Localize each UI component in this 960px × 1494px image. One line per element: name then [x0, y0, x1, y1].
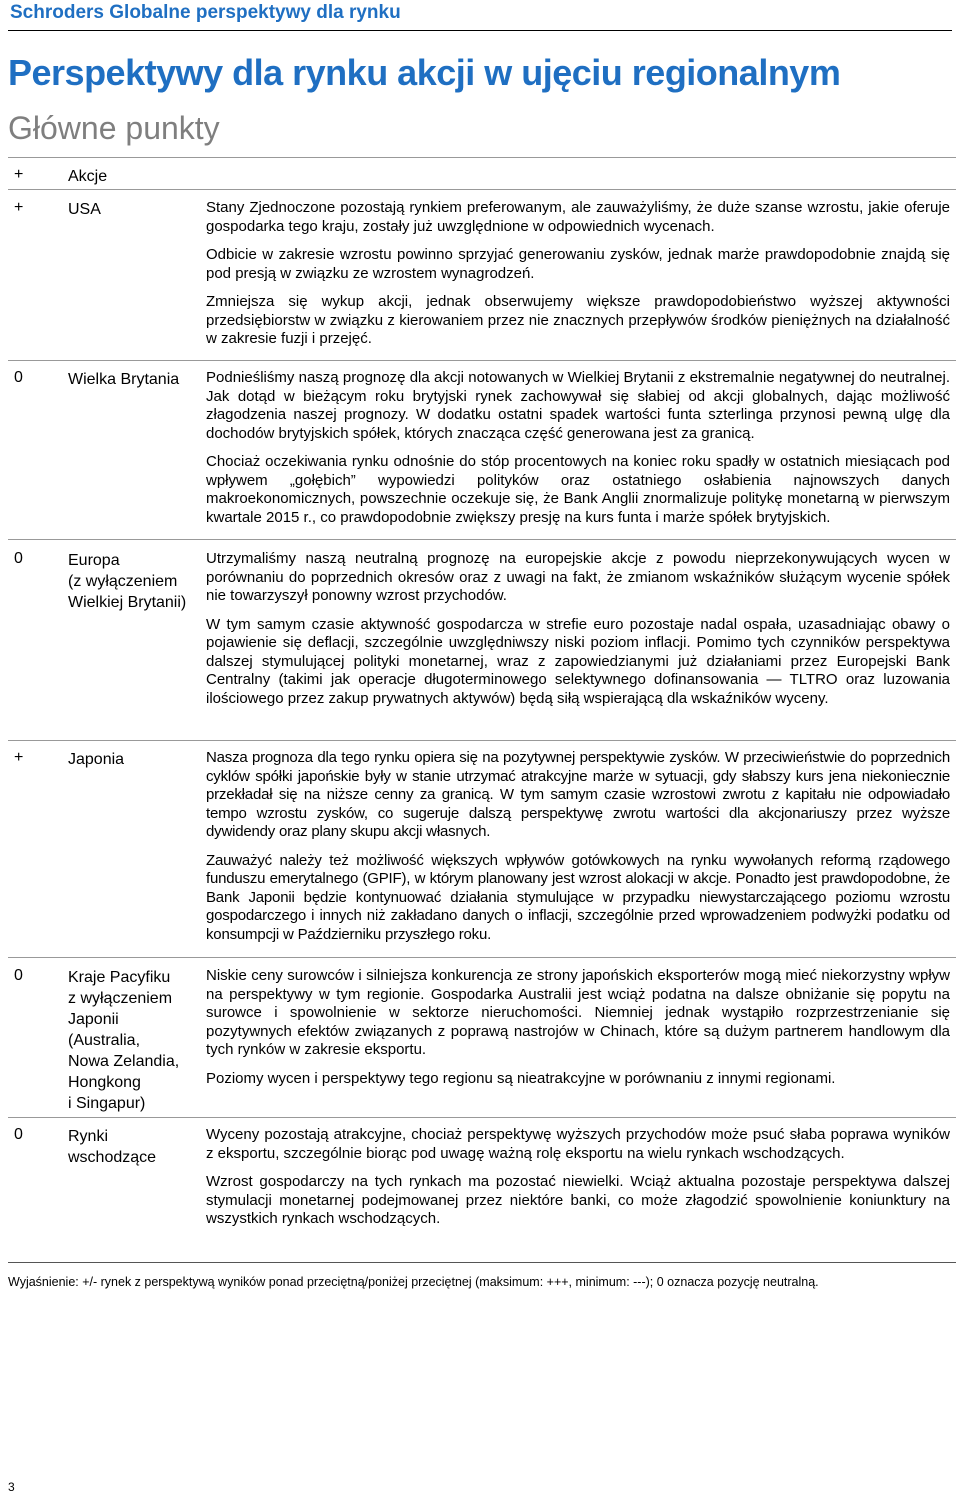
outlook-sign: + — [14, 199, 24, 216]
outlook-sign: 0 — [14, 967, 23, 984]
label-line: Wielkiej Brytanii) — [68, 594, 187, 611]
paragraph: Niskie ceny surowców i silniejsza konkurencja ze strony japońskich eksporterów mogą mieć niekorzystny wpływ na perspektywy w tym regionie. Gospodarka Australii jest wciąż podatna na dalsze obniżanie się popytu na surowce i spowolnienie w sektorze nieruchomości. Niemniej jednak wystąpiło rozprzestrzenianie się pozytywnych efektów związanych z poprawą nastrojów w Chinach, które są dużym partnerem handlowym dla tych rynków w zakresie eksportu. — [206, 967, 950, 1058]
label-line: Hongkong — [68, 1074, 141, 1091]
label-line: (Australia, — [68, 1032, 141, 1049]
label-line: i Singapur) — [68, 1095, 146, 1112]
paragraph: Nasza prognoza dla tego rynku opiera się na pozytywnej perspektywie zysków. W przeciwieństwie do poprzednich cyklów spółki japońskie były w stanie utrzymać atrakcyjne marże w sytuacji, gdy słabszy kurs jena niekoniecznie przekładał się na niższe cenny za granicą. W tym samym czasie wzrostowi zwrotu z kapitału nie odpowiadało tempo wzrostu zysków, co sugeruje dalszą perspektywę zwrotu wartości dla akcjonariuszy przez wyższe dywidendy oraz plany skupu akcji własnych. — [206, 749, 950, 840]
header-divider — [8, 30, 952, 31]
label-line: Kraje Pacyfiku — [68, 969, 171, 986]
region-label — [68, 550, 186, 613]
outlook-sign: 0 — [14, 1126, 23, 1143]
outlook-sign: + — [14, 166, 24, 183]
region-commentary — [206, 967, 950, 1098]
outlook-sign: 0 — [14, 369, 23, 386]
paragraph: Utrzymaliśmy naszą neutralną prognozę na europejskie akcje z powodu nieprzekonywujących wycen w porównaniu do poprzednich okresów oraz z uwagi na fakt, że zmianom wskaźników służącym wycenie spółek nie towarzyszył ponowny wzrost przychodów. — [206, 550, 950, 604]
paragraph: Poziomy wycen i perspektywy tego regionu są nieatrakcyjne w porównaniu z innymi regionami. — [206, 1069, 836, 1087]
header-title — [10, 2, 401, 24]
divider — [8, 539, 956, 540]
label-line: (z wyłączeniem — [68, 573, 178, 590]
divider — [8, 189, 956, 190]
outlook-sign: + — [14, 749, 24, 766]
paragraph: Odbicie w zakresie wzrostu powinno sprzyjać generowaniu zysków, jednak marże prawdopodobnie znajdą się pod presją w związku ze wzrostem wynagrodzeń. — [206, 246, 950, 282]
label-line: Rynki — [68, 1128, 109, 1145]
paragraph: Wyceny pozostają atrakcyjne, chociaż perspektywę wyższych przychodów może psuć słaba poprawa wyników z eksportu, szczególnie biorąc pod uwagę ważną rolę eksportu na wielu rynkach wschodzących. — [206, 1126, 950, 1162]
page-number: 3 — [8, 1480, 15, 1494]
divider — [8, 360, 956, 361]
paragraph: Podnieśliśmy naszą prognozę dla akcji notowanych w Wielkiej Brytanii z ekstremalnie negatywnej do neutralnej. Jak dotąd w bieżącym roku brytyjski rynek zachowywał się słabiej od akcji globalnych, dając możliwość złagodzenia naszej prognozy. W dodatku ostatni spadek wartości funta szterlinga przynosi pewną ulgę dla dochodów brytyjskich spółek, których znacząca część generowana jest za granicą. — [206, 369, 950, 442]
region-label: Akcje — [68, 168, 108, 185]
paragraph: Zmniejsza się wykup akcji, jednak obserwujemy większe prawdopodobieństwo wyższej aktywności przedsiębiorstw w związku z kierowaniem przez nie znacznych przepływów środków pieniężnych na działalność w zakresie fuzji i przejęć. — [206, 293, 950, 347]
paragraph: W tym samym czasie aktywność gospodarcza w strefie euro pozostaje nadal ospała, uzasadniając obawy o pojawienie się deflacji, szczególnie uwzględniwszy niski poziom inflacji. Pomimo tych czynników perspektywa dalszej stymulującej polityki monetarnej, wraz z zapowiedzianymi już działaniami przez Europejski Bank Centralny (takimi jak operacje długoterminowego selektywnego dofinansowania — TLTRO oraz luzowania ilościowego przez zakup prywatnych aktywów) będą siłą wspierającą dla wskaźników wyceny. — [206, 615, 950, 707]
label-line: Europa — [68, 552, 120, 569]
label-line: z wyłączeniem — [68, 990, 173, 1007]
header-section-title: Globalne perspektywy dla rynku — [109, 2, 401, 23]
outlook-sign: 0 — [14, 550, 23, 567]
region-commentary — [206, 369, 950, 537]
divider — [8, 740, 956, 741]
label-line: wschodzące — [68, 1149, 157, 1166]
region-label — [68, 1126, 156, 1168]
page-subtitle: Główne punkty — [8, 110, 220, 146]
paragraph: Stany Zjednoczone pozostają rynkiem preferowanym, ale zauważyliśmy, że duże szanse wzrostu, jakie oferuje gospodarka tego kraju, zostały już uwzględnione w odpowiednich wycenach. — [206, 199, 950, 235]
label-line: Japonii — [68, 1011, 119, 1028]
divider — [8, 157, 956, 158]
region-label: Japonia — [68, 751, 125, 768]
region-commentary — [206, 550, 950, 718]
divider — [8, 957, 956, 958]
region-commentary — [206, 749, 950, 954]
region-label — [68, 967, 179, 1114]
paragraph: Wzrost gospodarczy na tych rynkach ma pozostać niewielki. Wciąż aktualna pozostaje perspektywa dalszej stymulacji monetarnej podejmowanej przez niektóre banki, co może złagodzić spowolnienie koniunktury na wszystkich rynkach wschodzących. — [206, 1173, 950, 1227]
region-commentary — [206, 1126, 950, 1239]
paragraph: Zauważyć należy też możliwość większych wpływów gotówkowych na rynku wywołanych reformą rządowego funduszu emerytalnego (GPIF), w którym planowany jest wzrost alokacji w akcje. Ponadto jest prawdopodobne, że Bank Japonii będzie kontynuować działania stymulujące w przypadku niewystarczającego poziomu wzrostu gospodarczego i innych niż zakładano danych o inflacji, szczególnie przed wprowadzeniem podwyżki podatku od konsumpcji w Październiku przyszłego roku. — [206, 851, 950, 943]
paragraph: Chociaż oczekiwania rynku odnośnie do stóp procentowych na koniec roku spadły w ostatnich miesiącach pod wpływem „gołębich” wypowiedzi polityków oraz ostatniego osłabienia najnowszych danych makroekonomicznych, powszechnie oczekuje się, że Bank Anglii znormalizuje politykę monetarną w pierwszym kwartale 2015 r., co prawdopodobnie zwiększy presję na kurs funta i marże spółek brytyjskich. — [206, 453, 950, 526]
page-title: Perspektywy dla rynku akcji w ujęciu regionalnym — [8, 52, 841, 93]
legend-footnote: Wyjaśnienie: +/- rynek z perspektywą wyników ponad przeciętną/poniżej przeciętnej (maksimum: +++, minimum: ---); 0 oznacza pozycję neutralną. — [8, 1275, 819, 1289]
divider — [8, 1117, 956, 1118]
region-label: Wielka Brytania — [68, 371, 180, 388]
region-commentary — [206, 199, 950, 359]
region-label: USA — [68, 201, 101, 218]
label-line: Nowa Zelandia, — [68, 1053, 180, 1070]
divider — [8, 1262, 956, 1263]
brand-name: Schroders — [10, 2, 104, 23]
